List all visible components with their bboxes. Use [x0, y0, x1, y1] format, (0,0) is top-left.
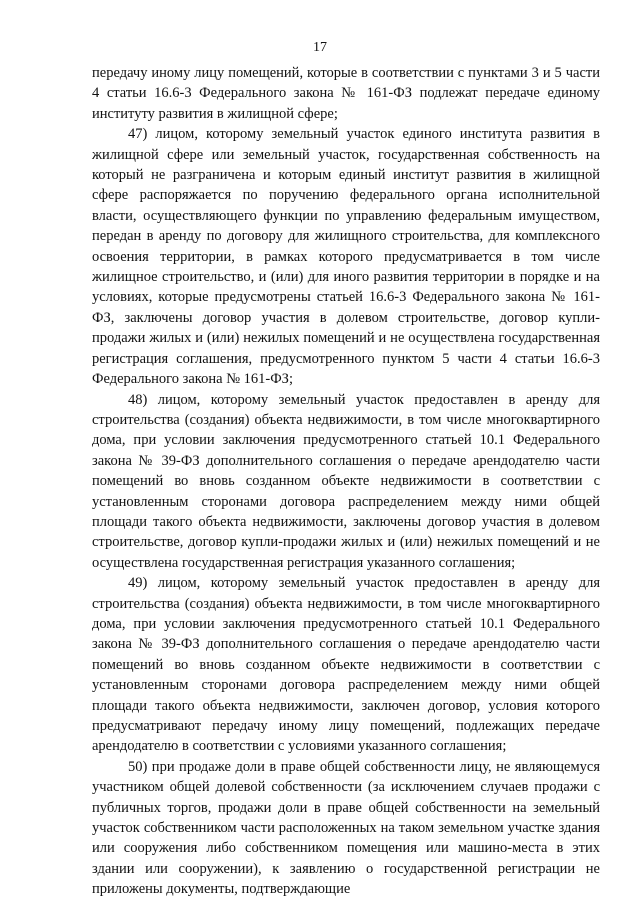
page-number: 17: [313, 40, 327, 55]
paragraph-item-49: 49) лицом, которому земельный участок предоставлен в аренду для строительства (создания) объекта недвижимости, в том числе многоквартирного дома, при условии заключения предусмотренного статьей 10.1 Федерального закона № 39-ФЗ дополнительного соглашения о передаче арендодателю части помещений во вновь созданном объекте недвижимости в соответствии с установленным сторонами договора распределением между ними общей площади такого объекта недвижимости, заключен договор, условия которого предусматривают передачу иному лицу помещений, подлежащих передаче арендодателю в соответствии с условиями указанного соглашения;: [92, 575, 600, 755]
paragraph-item-48: 48) лицом, которому земельный участок предоставлен в аренду для строительства (создания) объекта недвижимости, в том числе многоквартирного дома, при условии заключения предусмотренного статьей 10.1 Федерального закона № 39-ФЗ дополнительного соглашения о передаче арендодателю части помещений во вновь созданном объекте недвижимости в соответствии с установленным сторонами договора распределением между ними общей площади такого объекта недвижимости, заключены договор участия в долевом строительстве, договор купли-продажи жилых и (или) нежилых помещений и не осуществлена государственная регистрация указанного соглашения;: [92, 391, 600, 571]
paragraph-continuation: передачу иному лицу помещений, которые в соответствии с пунктами 3 и 5 части 4 статьи 16.6-3 Федерального закона № 161-ФЗ подлежат передаче единому институту развития в жилищной сфере;: [92, 65, 600, 122]
document-body: [92, 63, 600, 900]
paragraph-item-47: 47) лицом, которому земельный участок единого института развития в жилищной сфере или земельный участок, государственная собственность на который не разграничена и которым единый институт развития в жилищной сфере распоряжается по поручению федерального органа исполнительной власти, осуществляющего функции по управлению федеральным имуществом, передан в аренду по договору для жилищного строительства, для комплексного освоения территории, в рамках которого предусматривается в том числе жилищное строительство, и (или) для иного развития территории в порядке и на условиях, которые предусмотрены статьей 16.6-3 Федерального закона № 161-ФЗ, заключены договор участия в долевом строительстве, договор купли-продажи жилых и (или) нежилых помещений и не осуществлена государственная регистрация соглашения, предусмотренного пунктом 5 части 4 статьи 16.6-3 Федерального закона № 161-ФЗ;: [92, 126, 600, 388]
paragraph-item-50: 50) при продаже доли в праве общей собственности лицу, не являющемуся участником общей долевой собственности (за исключением случаев продажи с публичных торгов, продажи доли в праве общей собственности на земельный участок собственником части расположенных на таком земельном участке здания или сооружения либо собственником помещения или машино-места в этих здании или сооружении), к заявлению о государственной регистрации не приложены документы, подтверждающие: [92, 758, 600, 898]
